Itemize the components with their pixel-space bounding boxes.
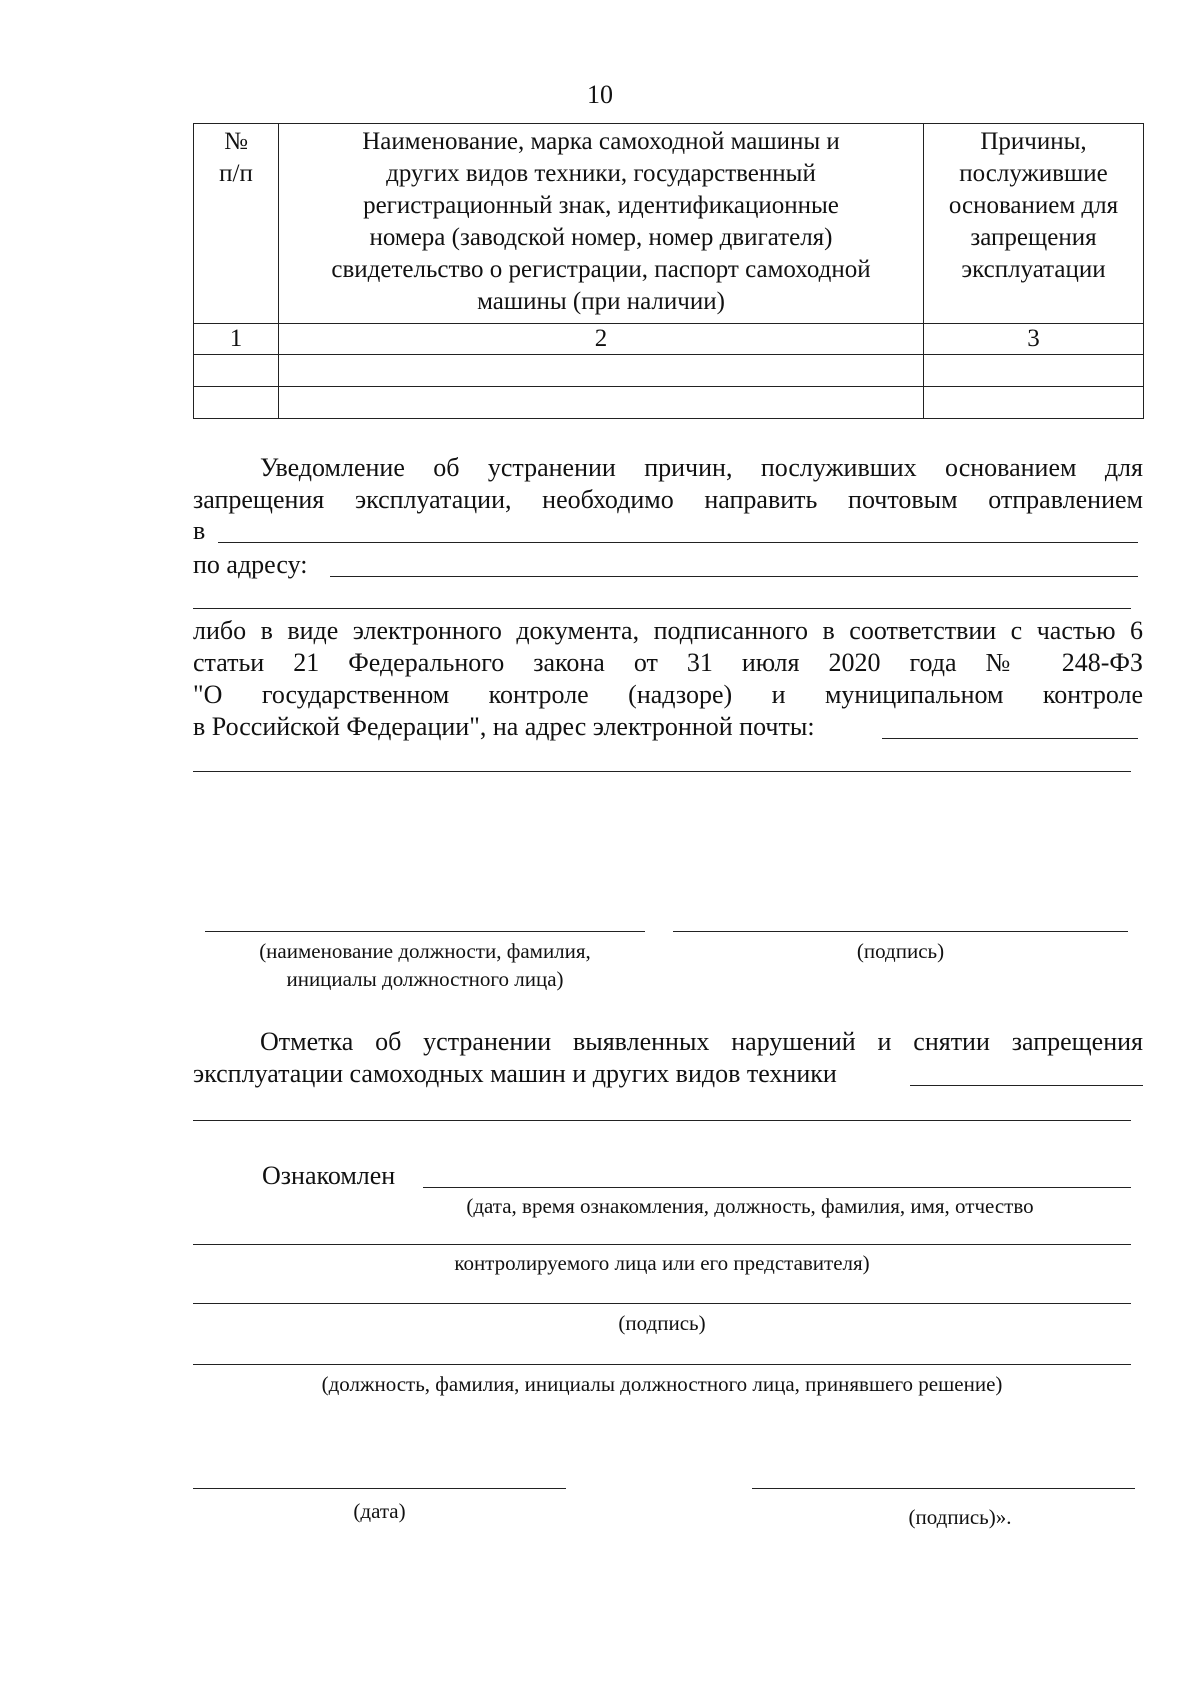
signature-caption: (подпись) [856,939,945,963]
email-field-line[interactable] [882,738,1138,739]
column-number: 3 [924,324,1144,355]
header-reasons: Причины, послужившие основанием для запрещения эксплуатации [924,124,1144,324]
notice-line: либо в виде электронного документа, подписанного в соответствии с частью 6 [193,616,1143,645]
column-number: 1 [194,324,279,355]
decision-official-caption: (должность, фамилия, инициалы должностного лица, принявшего решение) [321,1372,1003,1396]
header-vehicle-description: Наименование, марка самоходной машины и других видов техники, государственный регистрационный знак, идентификационные номера (заводской номер, номер двигателя) свидетельство о регистрации, паспорт самоходной машины (при наличии) [279,124,924,324]
acquainted-label: Ознакомлен [262,1161,396,1190]
table-cell[interactable] [279,355,924,387]
mark-line: Отметка об устранении выявленных нарушений и снятии запрещения [260,1027,1143,1056]
mark-field-line-2[interactable] [193,1120,1131,1121]
final-signature-caption: (подпись)». [908,1505,1012,1529]
official-name-caption: инициалы должностного лица) [286,967,564,991]
table-row [194,387,1144,419]
acquainted-caption: контролируемого лица или его представителя) [454,1251,870,1275]
table-header-row [194,124,1144,324]
notice-line: статьи 21 Федерального закона от 31 июля 2020 года № 248-ФЗ [193,648,1143,677]
notice-line: в [193,516,206,545]
signature-line[interactable] [673,931,1128,932]
table-cell[interactable] [194,387,279,419]
official-name-caption: (наименование должности, фамилия, [259,939,591,963]
table-cell[interactable] [194,355,279,387]
column-number-row [194,324,1144,355]
acquainted-field-line-2[interactable] [193,1244,1131,1245]
notice-line: запрещения эксплуатации, необходимо направить почтовым отправлением [193,485,1143,514]
address-label: по адресу: [193,550,308,579]
mark-line: эксплуатации самоходных машин и других видов техники [193,1059,837,1088]
table-cell[interactable] [279,387,924,419]
recipient-field-line[interactable] [218,542,1138,543]
acquainted-signature-line[interactable] [193,1303,1131,1304]
column-number: 2 [279,324,924,355]
page-number: 10 [587,80,613,109]
final-signature-line[interactable] [752,1488,1135,1489]
acquainted-field-line[interactable] [423,1187,1131,1188]
table-cell[interactable] [924,355,1144,387]
decision-official-line[interactable] [193,1364,1131,1365]
notice-line: в Российской Федерации", на адрес электронной почты: [193,712,815,741]
table-cell[interactable] [924,387,1144,419]
date-caption: (дата) [353,1499,406,1523]
date-line[interactable] [193,1488,566,1489]
email-field-line-2[interactable] [193,771,1131,772]
acquainted-signature-caption: (подпись) [618,1311,706,1335]
mark-field-line[interactable] [910,1085,1143,1086]
header-number: № п/п [194,124,279,324]
notice-line: Уведомление об устранении причин, послуживших основанием для [260,453,1143,482]
table-row [194,355,1144,387]
vehicles-table [193,123,1144,419]
notice-line: "О государственном контроле (надзоре) и муниципальном контроле [193,680,1143,709]
acquainted-caption: (дата, время ознакомления, должность, фамилия, имя, отчество [466,1194,1034,1218]
address-field-line-2[interactable] [193,608,1131,609]
official-name-line[interactable] [205,931,645,932]
address-field-line[interactable] [330,576,1138,577]
